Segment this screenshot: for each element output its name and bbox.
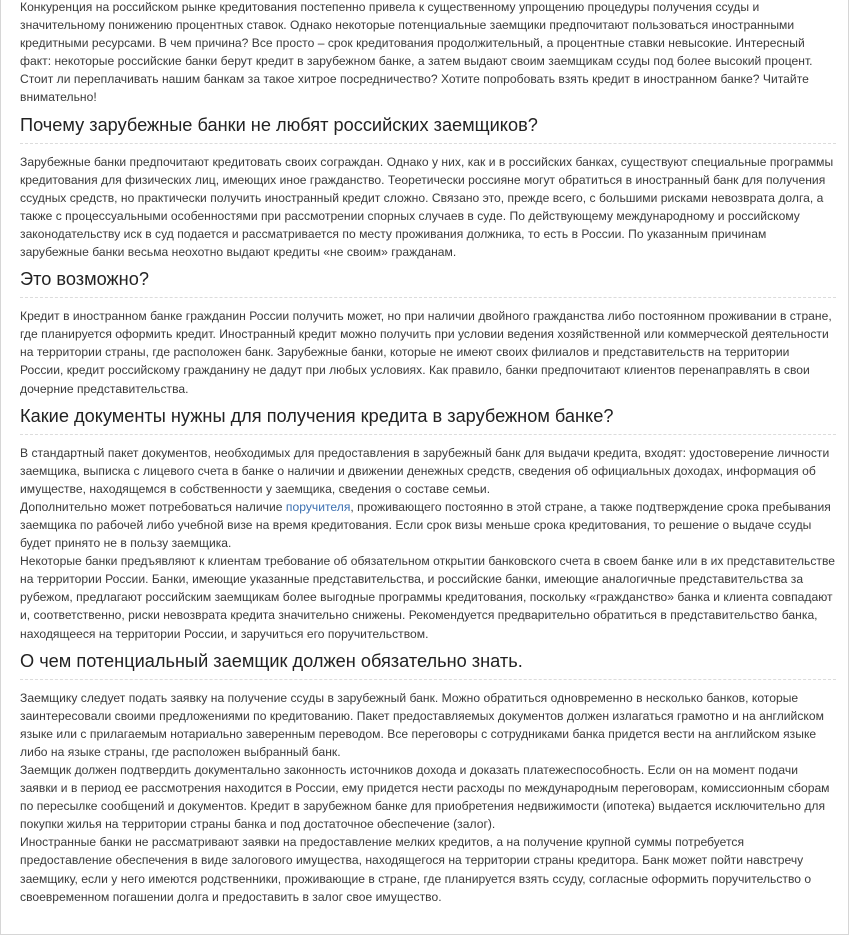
paragraph: Некоторые банки предъявляют к клиентам требование об обязательном открытии банковского счета в своем банке или в их представительстве на территории России. Банки, имеющие указанные представительства, и российские банки, имеющие аналогичные представительства за рубежом, предлагают российским заемщикам более выгодные программы кредитования, поскольку «гражданство» банка и клиента совпадают и, соответственно, риски невозврата кредита значительно снижены. Рекомендуется предварительно обратиться в представительство банка, находящееся на территории России, и заручиться его поручительством.: [20, 554, 836, 641]
section-why-foreign-banks: [20, 153, 836, 262]
guarantor-link[interactable]: поручителя: [285, 499, 351, 514]
paragraph: Кредит в иностранном банке гражданин России получить может, но при наличии двойного гражданства либо постоянном проживании в стране, где планируется оформить кредит. Иностранный кредит можно получить при условии ведения хозяйственной или коммерческой деятельности на территории страны, где расположен банк. Зарубежные банки, которые не имеют своих филиалов и представительств на территории России, кредит российскому гражданину не дадут при любых условиях. Как правило, банки предпочитают клиентов перенаправлять в свои дочерние представительства.: [20, 309, 832, 396]
section-what-to-know: [20, 689, 836, 906]
section-documents: [20, 444, 836, 643]
paragraph: Зарубежные банки предпочитают кредитовать своих сограждан. Однако у них, как и в российских банках, существуют специальные программы кредитования для физических лиц, имеющих иное гражданство. Теоретически россияне могут обратиться в иностранный банк для получения ссудных средств, но практически получить иностранный кредит сложно. Связано это, прежде всего, с большими рисками невозврата долга, а также с процессуальными особенностями при рассмотрении спорных случаев в суде. По действующему международному и российскому законодательству иск в суд подается и рассматривается по месту проживания должника, то есть в России. По указанным причинам зарубежные банки весьма неохотно выдают кредиты «не своим» гражданам.: [20, 154, 834, 260]
section-is-it-possible: [20, 307, 836, 397]
heading-why-foreign-banks: Почему зарубежные банки не любят российских заемщиков?: [20, 110, 836, 144]
intro-paragraph: [20, 0, 836, 107]
heading-what-to-know: О чем потенциальный заемщик должен обязательно знать.: [20, 646, 836, 680]
paragraph: Иностранные банки не рассматривают заявки на предоставление мелких кредитов, а на получение крупной суммы потребуется предоставление обеспечения в виде залогового имущества, находящегося на территории страны кредитора. Банк может пойти навстречу заемщику, если у него имеются родственники, проживающие в стране, где планируется взять ссуду, согласные оформить поручительство о своевременном погашении долга и предоставить в залог свое имущество.: [20, 835, 812, 904]
paragraph: Заемщику следует подать заявку на получение ссуды в зарубежный банк. Можно обратиться одновременно в несколько банков, которые заинтересовали своими предложениями по кредитованию. Пакет предоставляемых документов должен излагаться грамотно и на английском языке или с прилагаемым нотариально заверенным переводом. Все переговоры с сотрудниками банка придется вести на английском языке либо на языке страны, где расположен выбранный банк.: [20, 690, 824, 759]
heading-documents: Какие документы нужны для получения кредита в зарубежном банке?: [20, 401, 836, 435]
heading-is-it-possible: Это возможно?: [20, 264, 836, 298]
paragraph: В стандартный пакет документов, необходимых для предоставления в зарубежный банк для выдачи кредита, входят: удостоверение личности заемщика, выписка с лицевого счета в банке о наличии и движении денежных средств, сведения об официальных доходах, информация об имуществе, находящемся в собственности у заемщика, сведения о составе семьи.: [20, 445, 830, 496]
paragraph-guarantor: [20, 498, 836, 552]
article: [1, 0, 848, 906]
guarantor-text-after: , проживающего постоянно в этой стране, а также подтверждение срока пребывания заемщика по рабочей либо учебной визе на время кредитования. Если срок визы меньше срока кредитования, то решение о выдаче ссуды будет принято не в пользу заемщика.: [20, 499, 831, 551]
guarantor-text-before: Дополнительно может потребоваться наличие: [20, 499, 286, 514]
intro-text: Конкуренция на российском рынке кредитования постепенно привела к существенному упрощению процедуры получения ссуды и значительному понижению процентных ставок. Однако некоторые потенциальные заемщики предпочитают пользоваться иностранными кредитными ресурсами. В чем причина? Все просто – срок кредитования продолжительный, а процентные ставки невысокие. Интересный факт: некоторые российские банки берут кредит в зарубежном банке, а затем выдают своим заемщикам ссуды под более высокий процент. Стоит ли переплачивать нашим банкам за такое хитрое посредничество? Хотите попробовать взять кредит в иностранном банке? Читайте внимательно!: [20, 0, 813, 105]
paragraph: Заемщик должен подтвердить документально законность источников дохода и доказать платежеспособность. Если он на момент подачи заявки и в период ее рассмотрения находится в России, ему придется нести расходы по международным переговорам, комиссионным сборам по пересылке сообщений и документов. Кредит в зарубежном банке для приобретения недвижимости (ипотека) выдается исключительно для покупки жилья на территории страны банка и под достаточное обеспечение (залог).: [20, 763, 830, 832]
